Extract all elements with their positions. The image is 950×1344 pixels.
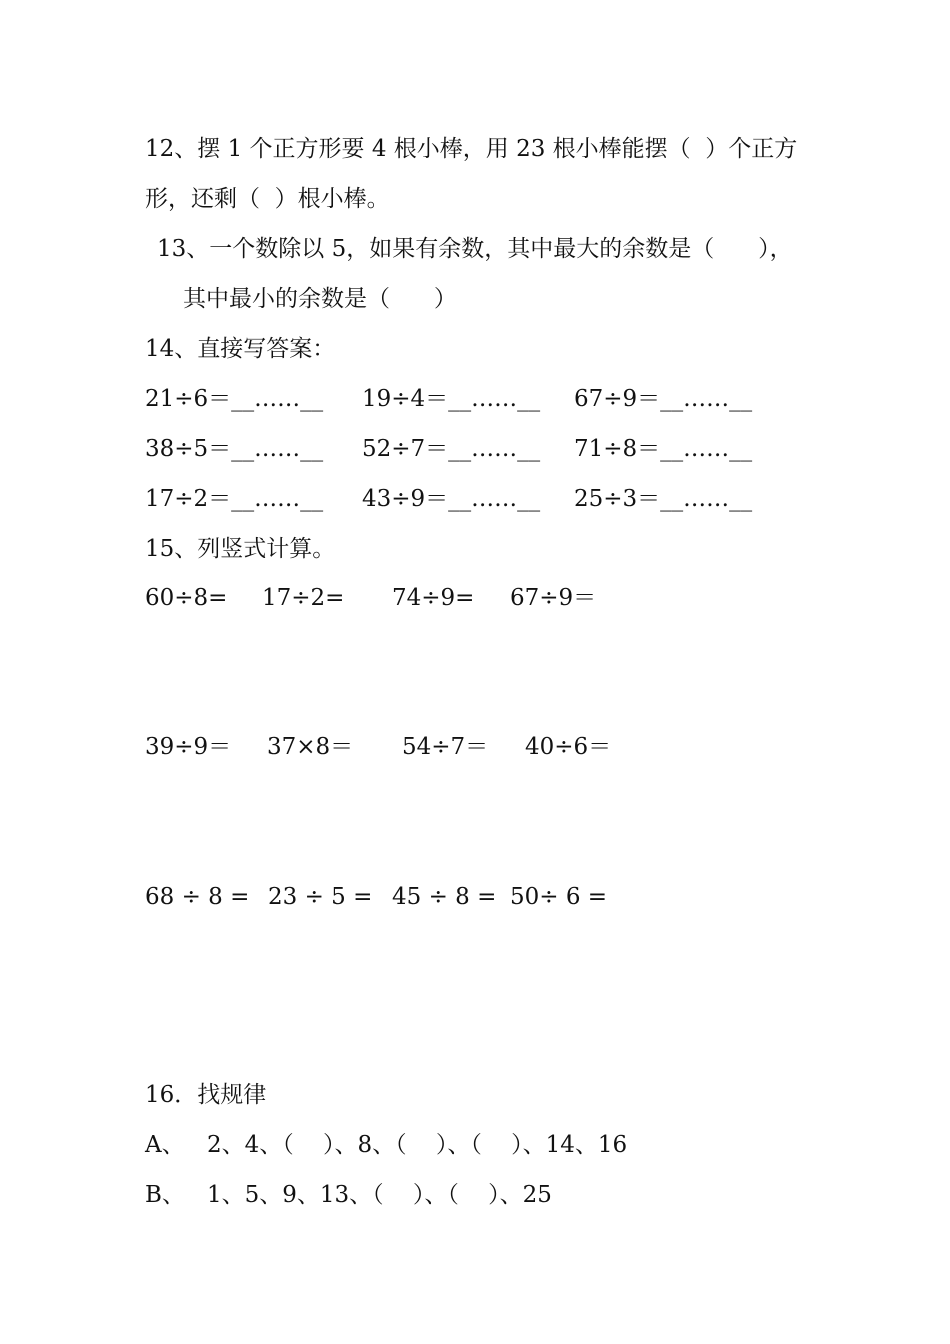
q16-b-sequence: 1、5、9、13、（ ）、（ ）、25 xyxy=(207,1182,552,1208)
q15-item: 74÷9= xyxy=(392,585,475,611)
q14-item: 71÷8＝__……__ xyxy=(574,436,753,462)
q16-b-label: B、 xyxy=(145,1182,185,1208)
q15-item: 54÷7＝ xyxy=(402,734,489,760)
q12-line-1: 12、摆 1 个正方形要 4 根小棒，用 23 根小棒能摆（ ）个正方 xyxy=(145,136,798,162)
q15-item: 17÷2= xyxy=(262,585,345,611)
q14-item: 67÷9＝__……__ xyxy=(574,386,753,412)
q14-item: 25÷3＝__……__ xyxy=(574,486,753,512)
q15-item: 39÷9＝ xyxy=(145,734,232,760)
q15-item: 68 ÷ 8 = xyxy=(145,884,250,910)
q15-item: 40÷6＝ xyxy=(525,734,612,760)
q12-line-2: 形，还剩（ ）根小棒。 xyxy=(145,186,390,212)
q14-item: 17÷2＝__……__ xyxy=(145,486,324,512)
q15-item: 50÷ 6 = xyxy=(510,884,608,910)
q14-item: 21÷6＝__……__ xyxy=(145,386,324,412)
q15-item: 60÷8= xyxy=(145,585,228,611)
q13-line-2: 其中最小的余数是（ ） xyxy=(183,286,457,312)
q15-item: 23 ÷ 5 = xyxy=(268,884,373,910)
q16-a-sequence: 2、4、（ ）、8、（ ）、（ ）、14、16 xyxy=(207,1132,628,1158)
q16-title: 16．找规律 xyxy=(145,1082,267,1108)
q14-item: 43÷9＝__……__ xyxy=(362,486,541,512)
q15-title: 15、列竖式计算。 xyxy=(145,536,336,562)
q15-item: 45 ÷ 8 = xyxy=(392,884,497,910)
q15-item: 37×8＝ xyxy=(267,734,354,760)
q13-line-1: 13、一个数除以 5，如果有余数，其中最大的余数是（ ）， xyxy=(157,236,793,262)
q15-item: 67÷9＝ xyxy=(510,585,597,611)
q14-item: 19÷4＝__……__ xyxy=(362,386,541,412)
q14-item: 38÷5＝__……__ xyxy=(145,436,324,462)
q14-item: 52÷7＝__……__ xyxy=(362,436,541,462)
q16-a-label: A、 xyxy=(145,1132,185,1158)
q14-title: 14、直接写答案： xyxy=(145,336,336,362)
